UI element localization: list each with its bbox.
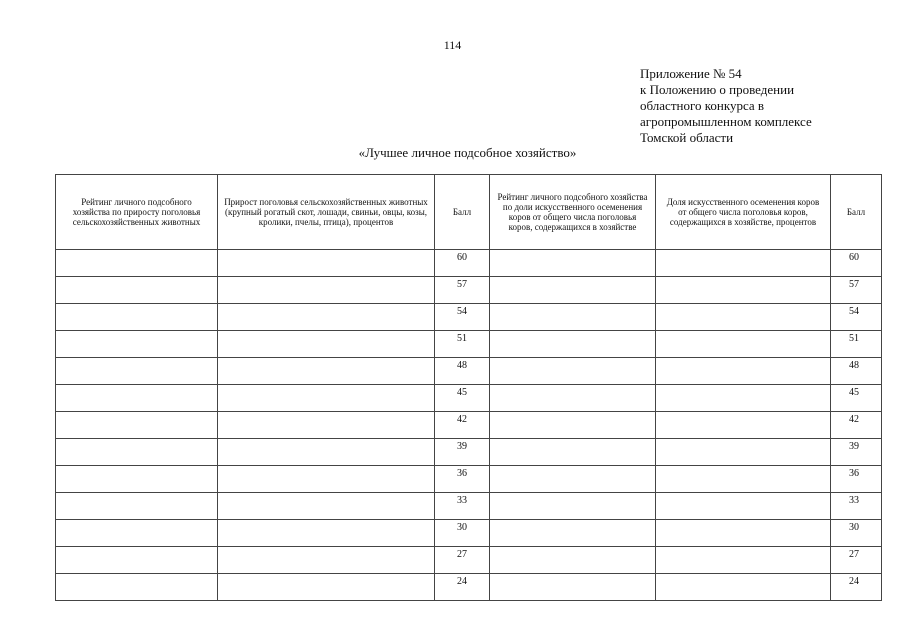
cell-score-right: 51	[831, 331, 882, 358]
cell-livestock-growth	[218, 574, 435, 601]
cell-score-left: 45	[435, 385, 490, 412]
cell-livestock-growth	[218, 520, 435, 547]
table-row	[56, 304, 882, 331]
cell-insemination-share	[656, 277, 831, 304]
cell-insemination-share	[656, 439, 831, 466]
cell-rating-insemination	[490, 358, 656, 385]
cell-rating-insemination	[490, 439, 656, 466]
cell-insemination-share	[656, 493, 831, 520]
cell-rating-insemination	[490, 385, 656, 412]
cell-score-left: 33	[435, 493, 490, 520]
cell-rating-growth	[56, 250, 218, 277]
appendix-line: областного конкурса в	[640, 98, 765, 113]
cell-rating-growth	[56, 304, 218, 331]
table-row	[56, 439, 882, 466]
cell-score-left: 39	[435, 439, 490, 466]
cell-rating-growth	[56, 331, 218, 358]
table-row	[56, 358, 882, 385]
appendix-line: агропромышленном комплексе	[640, 114, 812, 129]
cell-rating-insemination	[490, 520, 656, 547]
cell-insemination-share	[656, 547, 831, 574]
cell-rating-insemination	[490, 412, 656, 439]
cell-score-left: 60	[435, 250, 490, 277]
cell-insemination-share	[656, 412, 831, 439]
cell-score-left: 57	[435, 277, 490, 304]
cell-livestock-growth	[218, 277, 435, 304]
cell-rating-growth	[56, 547, 218, 574]
cell-score-right: 45	[831, 385, 882, 412]
cell-livestock-growth	[218, 304, 435, 331]
cell-rating-growth	[56, 385, 218, 412]
cell-livestock-growth	[218, 493, 435, 520]
cell-rating-growth	[56, 412, 218, 439]
cell-rating-growth	[56, 358, 218, 385]
table-row	[56, 331, 882, 358]
cell-insemination-share	[656, 304, 831, 331]
cell-insemination-share	[656, 520, 831, 547]
header-livestock-growth: Прирост поголовья сельскохозяйственных животных (крупный рогатый скот, лошади, свиньи, овцы, козы, кролики, пчелы, птица), процентов	[218, 175, 435, 250]
cell-rating-insemination	[490, 331, 656, 358]
table-body	[56, 250, 882, 601]
cell-score-right: 39	[831, 439, 882, 466]
cell-score-right: 60	[831, 250, 882, 277]
cell-score-left: 24	[435, 574, 490, 601]
cell-score-right: 48	[831, 358, 882, 385]
appendix-note	[640, 66, 870, 146]
table-row	[56, 547, 882, 574]
cell-score-right: 42	[831, 412, 882, 439]
cell-rating-growth	[56, 493, 218, 520]
cell-livestock-growth	[218, 439, 435, 466]
cell-insemination-share	[656, 574, 831, 601]
cell-livestock-growth	[218, 385, 435, 412]
table-header-row	[56, 175, 882, 250]
appendix-line: Томской области	[640, 130, 734, 145]
header-score: Балл	[831, 175, 882, 250]
cell-rating-growth	[56, 277, 218, 304]
document-title: «Лучшее личное подсобное хозяйство»	[358, 145, 577, 160]
table-row	[56, 277, 882, 304]
cell-score-left: 54	[435, 304, 490, 331]
cell-rating-insemination	[490, 304, 656, 331]
table-row	[56, 574, 882, 601]
cell-score-left: 27	[435, 547, 490, 574]
cell-rating-growth	[56, 439, 218, 466]
cell-livestock-growth	[218, 547, 435, 574]
cell-livestock-growth	[218, 250, 435, 277]
table-row	[56, 250, 882, 277]
cell-insemination-share	[656, 466, 831, 493]
cell-rating-insemination	[490, 277, 656, 304]
cell-insemination-share	[656, 358, 831, 385]
page-number: 114	[443, 38, 462, 52]
cell-rating-growth	[56, 574, 218, 601]
cell-score-left: 48	[435, 358, 490, 385]
cell-rating-insemination	[490, 466, 656, 493]
table-row	[56, 412, 882, 439]
cell-rating-growth	[56, 520, 218, 547]
cell-score-right: 24	[831, 574, 882, 601]
header-rating-insemination: Рейтинг личного подсобного хозяйства по доли искусственного осеменения коров от общего числа поголовья коров, содержащихся в хозяйстве	[490, 175, 656, 250]
cell-rating-insemination	[490, 547, 656, 574]
cell-rating-insemination	[490, 250, 656, 277]
cell-livestock-growth	[218, 466, 435, 493]
cell-rating-insemination	[490, 493, 656, 520]
cell-score-right: 27	[831, 547, 882, 574]
cell-score-left: 36	[435, 466, 490, 493]
table-row	[56, 520, 882, 547]
header-insemination-share: Доля искусственного осеменения коров от общего числа поголовья коров, содержащихся в хозяйстве, процентов	[656, 175, 831, 250]
cell-insemination-share	[656, 331, 831, 358]
table-row	[56, 466, 882, 493]
header-rating-growth: Рейтинг личного подсобного хозяйства по приросту поголовья сельскохозяйственных животных	[56, 175, 218, 250]
cell-rating-growth	[56, 466, 218, 493]
cell-score-right: 54	[831, 304, 882, 331]
table-row	[56, 493, 882, 520]
table-row	[56, 385, 882, 412]
cell-livestock-growth	[218, 358, 435, 385]
appendix-line: Приложение № 54	[640, 66, 742, 81]
cell-livestock-growth	[218, 412, 435, 439]
cell-score-left: 51	[435, 331, 490, 358]
cell-livestock-growth	[218, 331, 435, 358]
cell-score-left: 42	[435, 412, 490, 439]
cell-rating-insemination	[490, 574, 656, 601]
header-score: Балл	[435, 175, 490, 250]
rating-table	[55, 174, 882, 601]
cell-score-right: 57	[831, 277, 882, 304]
cell-score-right: 33	[831, 493, 882, 520]
appendix-line: к Положению о проведении	[640, 82, 795, 97]
cell-score-right: 36	[831, 466, 882, 493]
cell-score-right: 30	[831, 520, 882, 547]
cell-insemination-share	[656, 250, 831, 277]
cell-insemination-share	[656, 385, 831, 412]
cell-score-left: 30	[435, 520, 490, 547]
